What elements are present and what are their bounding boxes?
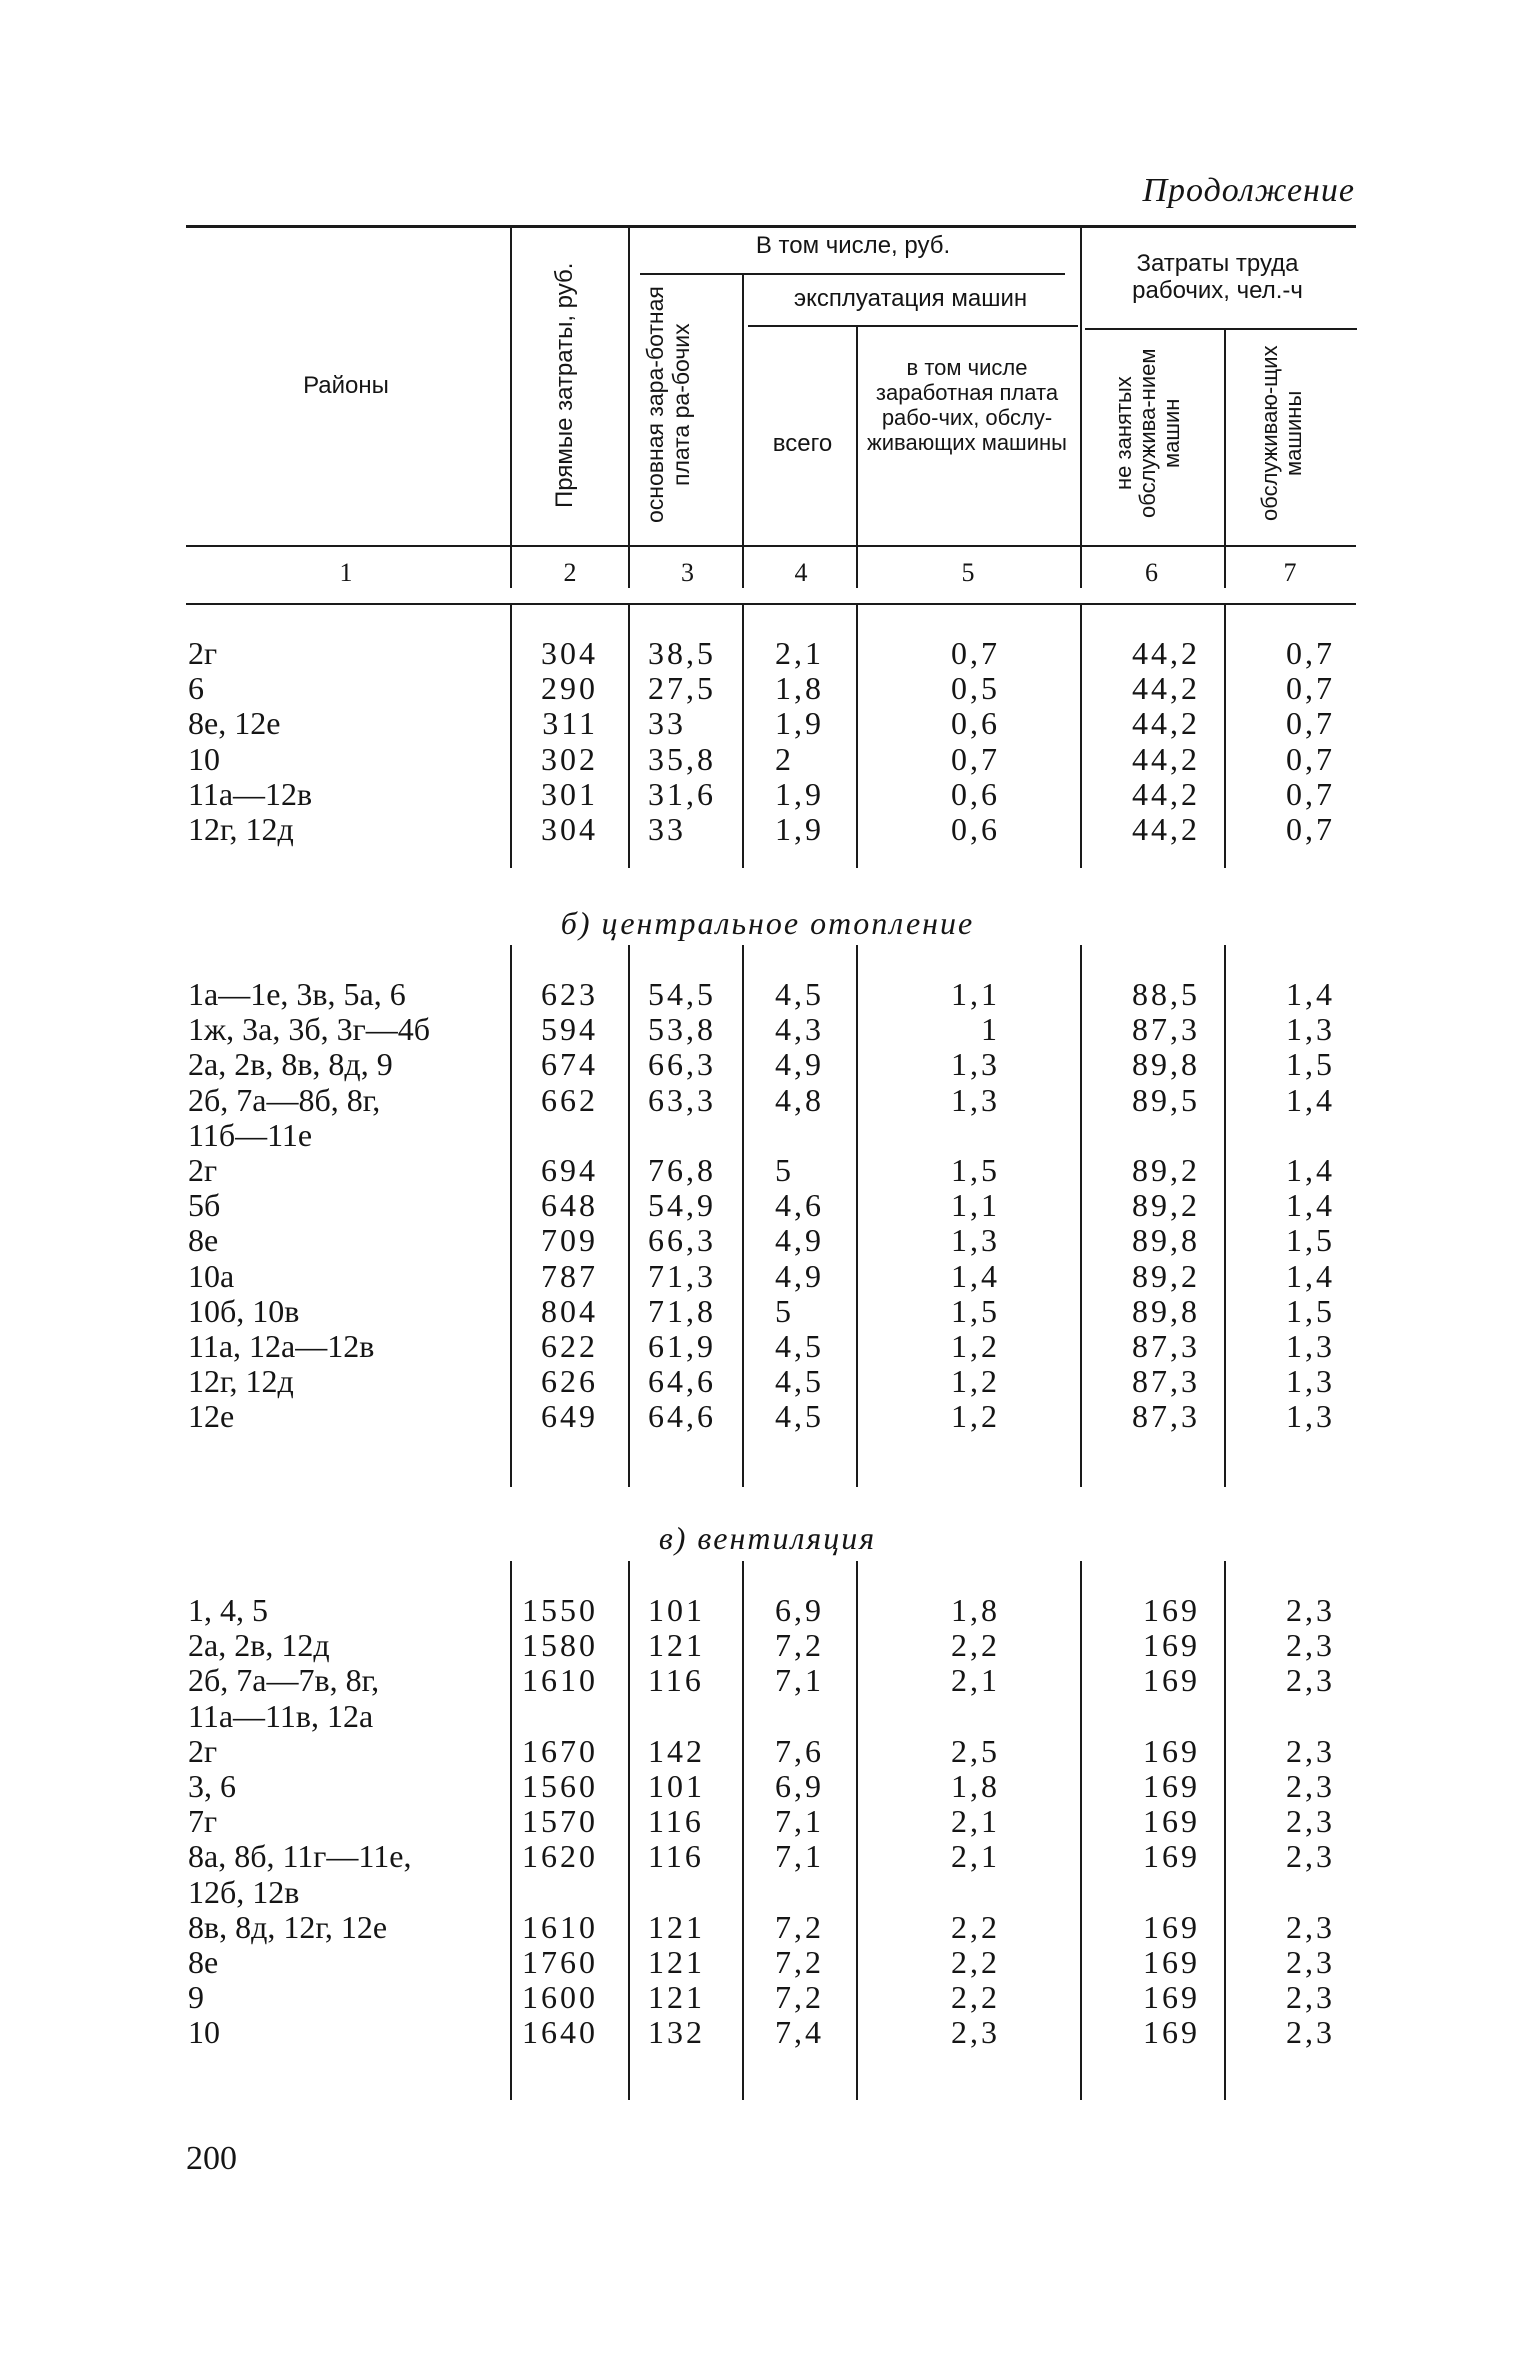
region-cell: 6 (188, 670, 204, 707)
value-cell-col-4: 1,9 (775, 811, 824, 847)
value-cell-col-6: 89,2 (1132, 1152, 1200, 1188)
value-cell-col-2: 1670 (522, 1732, 598, 1769)
value-cell-col-5: 2,1 (951, 1838, 1000, 1875)
value-cell-col-3: 76,8 (648, 1152, 716, 1188)
value-cell-col-3: 101 (648, 1592, 705, 1628)
value-cell-col-3: 121 (648, 1908, 705, 1945)
value-cell-col-7: 1,5 (1286, 1046, 1335, 1083)
value-cell-col-7: 0,7 (1286, 705, 1335, 742)
value-cell-col-2: 1610 (522, 1908, 598, 1945)
value-cell-col-3: 33 (648, 705, 686, 742)
value-cell-col-2: 1560 (522, 1768, 598, 1804)
value-cell-col-3: 61,9 (648, 1328, 716, 1364)
value-cell-col-4: 4,6 (775, 1187, 824, 1224)
value-cell-col-5: 1,3 (951, 1046, 1000, 1083)
value-cell-col-2: 290 (541, 670, 598, 707)
value-cell-col-4: 6,9 (775, 1592, 824, 1628)
value-cell-col-7: 1,4 (1286, 1152, 1335, 1188)
value-cell-col-6: 169 (1143, 1803, 1200, 1840)
value-cell-col-5: 1,3 (951, 1081, 1000, 1118)
value-cell-col-3: 116 (648, 1662, 704, 1699)
region-cell: 12г, 12д (188, 1363, 294, 1400)
region-cell: 2г (188, 1732, 218, 1769)
value-cell-col-3: 121 (648, 1944, 705, 1980)
value-cell-col-4: 7,4 (775, 2014, 824, 2051)
column-rule (742, 945, 744, 1487)
value-cell-col-6: 169 (1143, 1732, 1200, 1769)
value-cell-col-7: 1,3 (1286, 1011, 1335, 1048)
value-cell-col-6: 89,8 (1132, 1292, 1200, 1329)
value-cell-col-4: 4,8 (775, 1081, 824, 1118)
value-cell-col-2: 648 (541, 1187, 598, 1224)
value-cell-col-4: 4,3 (775, 1011, 824, 1048)
value-cell-col-2: 649 (541, 1398, 598, 1435)
value-cell-col-6: 169 (1143, 2014, 1200, 2051)
value-cell-col-6: 87,3 (1132, 1328, 1200, 1364)
value-cell-col-5: 1,1 (951, 1187, 1000, 1224)
column-rule (628, 604, 630, 868)
value-cell-col-4: 7,2 (775, 1908, 824, 1945)
value-cell-col-2: 694 (541, 1152, 598, 1188)
value-cell-col-7: 2,3 (1286, 1803, 1335, 1840)
value-cell-col-4: 2 (775, 740, 794, 777)
value-cell-col-5: 0,6 (951, 705, 1000, 742)
value-cell-col-2: 302 (541, 740, 598, 777)
header-regions: Районы (303, 372, 389, 399)
region-cell: 2г (188, 1152, 218, 1188)
region-cell: 10б, 10в (188, 1292, 300, 1329)
value-cell-col-5: 0,7 (951, 635, 1000, 671)
value-cell-col-3: 27,5 (648, 670, 716, 707)
value-cell-col-7: 2,3 (1286, 1944, 1335, 1980)
value-cell-col-4: 7,1 (775, 1838, 824, 1875)
value-cell-col-5: 1 (981, 1011, 1000, 1048)
region-cell: 12г, 12д (188, 811, 294, 847)
value-cell-col-2: 1640 (522, 2014, 598, 2051)
value-cell-col-2: 1600 (522, 1979, 598, 2016)
value-cell-col-2: 662 (541, 1081, 598, 1118)
value-cell-col-3: 54,9 (648, 1187, 716, 1224)
value-cell-col-2: 301 (541, 775, 598, 812)
col-number-3: 3 (681, 558, 694, 587)
value-cell-col-6: 44,2 (1132, 811, 1200, 847)
value-cell-col-7: 1,4 (1286, 1081, 1335, 1118)
value-cell-col-5: 0,7 (951, 740, 1000, 777)
col-number-2: 2 (563, 558, 577, 587)
value-cell-col-2: 623 (541, 976, 598, 1012)
value-cell-col-5: 1,2 (951, 1328, 1000, 1364)
value-cell-col-3: 121 (648, 1627, 705, 1664)
value-cell-col-2: 304 (541, 811, 598, 847)
region-cell: 12е (188, 1398, 235, 1435)
value-cell-col-7: 1,3 (1286, 1328, 1335, 1364)
value-cell-col-7: 1,3 (1286, 1363, 1335, 1400)
value-cell-col-4: 5 (775, 1292, 794, 1329)
value-cell-col-3: 35,8 (648, 740, 716, 777)
value-cell-col-3: 116 (648, 1803, 704, 1840)
value-cell-col-6: 169 (1143, 1627, 1200, 1664)
value-cell-col-3: 64,6 (648, 1398, 716, 1435)
value-cell-col-4: 7,1 (775, 1662, 824, 1699)
value-cell-col-5: 1,2 (951, 1398, 1000, 1435)
value-cell-col-4: 4,9 (775, 1257, 824, 1294)
value-cell-col-3: 64,6 (648, 1363, 716, 1400)
value-cell-col-3: 63,3 (648, 1081, 716, 1118)
value-cell-col-4: 7,2 (775, 1627, 824, 1664)
value-cell-col-4: 7,2 (775, 1979, 824, 2016)
col-number-1: 1 (339, 558, 353, 587)
value-cell-col-5: 0,6 (951, 775, 1000, 812)
value-cell-col-5: 1,8 (951, 1592, 1000, 1628)
value-cell-col-5: 2,3 (951, 2014, 1000, 2051)
value-cell-col-7: 0,7 (1286, 775, 1335, 812)
value-cell-col-6: 44,2 (1132, 705, 1200, 742)
value-cell-col-5: 1,2 (951, 1363, 1000, 1400)
header-not-machine: не занятых обслужива-нием машин (1111, 348, 1184, 519)
value-cell-col-4: 4,5 (775, 1328, 824, 1364)
value-cell-col-6: 169 (1143, 1768, 1200, 1804)
value-cell-col-7: 0,7 (1286, 635, 1335, 671)
header-total: всего (772, 430, 833, 457)
header-labor-costs: Затраты труда рабочих, чел.-ч (1132, 250, 1303, 304)
value-cell-col-6: 88,5 (1132, 976, 1200, 1012)
col-number-5: 5 (961, 558, 975, 587)
region-cell: 8е, 12е (188, 705, 281, 742)
value-cell-col-3: 71,8 (648, 1292, 716, 1329)
value-cell-col-4: 5 (775, 1152, 794, 1188)
value-cell-col-3: 54,5 (648, 976, 716, 1012)
value-cell-col-7: 1,5 (1286, 1292, 1335, 1329)
region-cell: 8е (188, 1222, 219, 1259)
value-cell-col-7: 2,3 (1286, 1768, 1335, 1804)
column-rule (742, 604, 744, 868)
column-rule (1224, 1561, 1226, 2100)
value-cell-col-5: 1,3 (951, 1222, 1000, 1259)
value-cell-col-7: 0,7 (1286, 670, 1335, 707)
value-cell-col-6: 169 (1143, 1944, 1200, 1980)
value-cell-col-4: 4,5 (775, 976, 824, 1012)
section-title-ventilation: в) вентиляция (658, 1520, 877, 1556)
value-cell-col-3: 142 (648, 1732, 705, 1769)
value-cell-col-3: 33 (648, 811, 686, 847)
value-cell-col-3: 101 (648, 1768, 705, 1804)
value-cell-col-2: 787 (541, 1257, 598, 1294)
header-including: В том числе, руб. (755, 232, 951, 259)
value-cell-col-2: 1580 (522, 1627, 598, 1664)
header-machine-workers: обслуживаю-щих машины (1257, 345, 1306, 522)
column-rule (1224, 945, 1226, 1487)
continuation-label: Продолжение (1142, 172, 1355, 209)
value-cell-col-4: 6,9 (775, 1768, 824, 1804)
column-rule (628, 945, 630, 1487)
value-cell-col-7: 0,7 (1286, 811, 1335, 847)
value-cell-col-2: 1610 (522, 1662, 598, 1699)
value-cell-col-6: 44,2 (1132, 670, 1200, 707)
header-machine-wage: в том числе заработная плата рабо-чих, обслу-живающих машины (867, 355, 1067, 455)
value-cell-col-7: 1,4 (1286, 1257, 1335, 1294)
value-cell-col-4: 4,5 (775, 1363, 824, 1400)
column-rule (742, 1561, 744, 2100)
value-cell-col-2: 804 (541, 1292, 598, 1329)
value-cell-col-4: 1,8 (775, 670, 824, 707)
col-number-7: 7 (1283, 558, 1297, 587)
value-cell-col-7: 2,3 (1286, 1662, 1335, 1699)
value-cell-col-2: 622 (541, 1328, 598, 1364)
value-cell-col-5: 1,4 (951, 1257, 1000, 1294)
region-cell: 7г (188, 1803, 218, 1840)
value-cell-col-3: 38,5 (648, 635, 716, 671)
region-cell: 5б (188, 1187, 221, 1224)
value-cell-col-5: 2,2 (951, 1979, 1000, 2016)
region-cell: 8в, 8д, 12г, 12е (188, 1908, 388, 1945)
value-cell-col-6: 169 (1143, 1592, 1200, 1628)
value-cell-col-7: 2,3 (1286, 1908, 1335, 1945)
region-cell: 1, 4, 5 (188, 1592, 268, 1628)
value-cell-col-6: 89,2 (1132, 1257, 1200, 1294)
value-cell-col-6: 44,2 (1132, 740, 1200, 777)
value-cell-col-6: 169 (1143, 1662, 1200, 1699)
value-cell-col-5: 2,1 (951, 1662, 1000, 1699)
value-cell-col-5: 2,2 (951, 1627, 1000, 1664)
section-title-central-heating: б) центральное отопление (560, 905, 975, 941)
value-cell-col-6: 89,5 (1132, 1081, 1200, 1118)
value-cell-col-2: 626 (541, 1363, 598, 1400)
value-cell-col-5: 2,2 (951, 1908, 1000, 1945)
value-cell-col-4: 7,2 (775, 1944, 824, 1980)
value-cell-col-2: 1760 (522, 1944, 598, 1980)
value-cell-col-5: 1,5 (951, 1292, 1000, 1329)
column-rule (1080, 1561, 1082, 2100)
value-cell-col-7: 2,3 (1286, 1838, 1335, 1875)
value-cell-col-3: 121 (648, 1979, 705, 2016)
column-rule (856, 945, 858, 1487)
value-cell-col-4: 1,9 (775, 705, 824, 742)
value-cell-col-4: 1,9 (775, 775, 824, 812)
value-cell-col-7: 2,3 (1286, 1592, 1335, 1628)
value-cell-col-7: 0,7 (1286, 740, 1335, 777)
value-cell-col-6: 169 (1143, 1908, 1200, 1945)
value-cell-col-6: 44,2 (1132, 635, 1200, 671)
value-cell-col-3: 116 (648, 1838, 704, 1875)
header-base-wage: основная зара-ботная плата ра-бочих (642, 286, 694, 524)
value-cell-col-7: 1,4 (1286, 1187, 1335, 1224)
value-cell-col-3: 53,8 (648, 1011, 716, 1048)
value-cell-col-2: 1570 (522, 1803, 598, 1840)
value-cell-col-6: 169 (1143, 1838, 1200, 1875)
region-cell: 3, 6 (188, 1768, 236, 1804)
region-cell: 10а (188, 1257, 235, 1294)
region-cell: 1ж, 3а, 3б, 3г—4б (188, 1011, 430, 1048)
value-cell-col-5: 2,2 (951, 1944, 1000, 1980)
value-cell-col-5: 2,5 (951, 1732, 1000, 1769)
value-cell-col-5: 1,5 (951, 1152, 1000, 1188)
column-rule (1080, 945, 1082, 1487)
column-rule (856, 1561, 858, 2100)
value-cell-col-4: 7,1 (775, 1803, 824, 1840)
region-cell: 2б, 7а—8б, 8г, (188, 1081, 381, 1118)
value-cell-col-4: 4,9 (775, 1046, 824, 1083)
value-cell-col-7: 2,3 (1286, 2014, 1335, 2051)
value-cell-col-5: 0,5 (951, 670, 1000, 707)
value-cell-col-6: 89,8 (1132, 1046, 1200, 1083)
value-cell-col-3: 132 (648, 2014, 705, 2051)
value-cell-col-7: 1,3 (1286, 1398, 1335, 1435)
header-direct-costs: Прямые затраты, руб. (551, 262, 578, 508)
region-cell: 9 (188, 1979, 204, 2016)
value-cell-col-6: 89,2 (1132, 1187, 1200, 1224)
value-cell-col-3: 66,3 (648, 1222, 716, 1259)
value-cell-col-7: 2,3 (1286, 1732, 1335, 1769)
value-cell-col-6: 44,2 (1132, 775, 1200, 812)
value-cell-col-3: 31,6 (648, 775, 716, 812)
region-cell: 2г (188, 635, 218, 671)
value-cell-col-5: 1,1 (951, 976, 1000, 1012)
value-cell-col-7: 1,4 (1286, 976, 1335, 1012)
region-cell: 1а—1е, 3в, 5а, 6 (188, 976, 406, 1012)
region-cell: 11а—12в (188, 775, 313, 812)
region-cell: 2б, 7а—7в, 8г, (188, 1662, 380, 1699)
region-cell: 2а, 2в, 8в, 8д, 9 (188, 1046, 393, 1083)
col-number-6: 6 (1145, 558, 1158, 587)
value-cell-col-6: 169 (1143, 1979, 1200, 2016)
region-cell: 10 (188, 2014, 220, 2051)
region-cell: 10 (188, 740, 220, 777)
value-cell-col-2: 304 (541, 635, 598, 671)
region-cell: 12б, 12в (188, 1873, 300, 1910)
value-cell-col-7: 2,3 (1286, 1627, 1335, 1664)
value-cell-col-4: 4,9 (775, 1222, 824, 1259)
column-rule (1080, 604, 1082, 868)
value-cell-col-5: 0,6 (951, 811, 1000, 847)
page-number: 200 (186, 2140, 237, 2177)
value-cell-col-7: 1,5 (1286, 1222, 1335, 1259)
value-cell-col-5: 1,8 (951, 1768, 1000, 1804)
value-cell-col-2: 674 (541, 1046, 598, 1083)
region-cell: 11а—11в, 12а (188, 1697, 374, 1734)
value-cell-col-4: 2,1 (775, 635, 824, 671)
value-cell-col-4: 7,6 (775, 1732, 824, 1769)
value-cell-col-2: 709 (541, 1222, 598, 1259)
value-cell-col-6: 87,3 (1132, 1363, 1200, 1400)
value-cell-col-6: 89,8 (1132, 1222, 1200, 1259)
region-cell: 2а, 2в, 12д (188, 1627, 330, 1664)
column-rule (628, 1561, 630, 2100)
value-cell-col-3: 71,3 (648, 1257, 716, 1294)
value-cell-col-2: 1550 (522, 1592, 598, 1628)
value-cell-col-2: 311 (542, 705, 598, 742)
header-machine-operation: эксплуатация машин (793, 285, 1028, 312)
region-cell: 8а, 8б, 11г—11е, (188, 1838, 412, 1875)
column-rule (1224, 604, 1226, 868)
value-cell-col-2: 594 (541, 1011, 598, 1048)
column-rule (856, 604, 858, 868)
value-cell-col-4: 4,5 (775, 1398, 824, 1435)
value-cell-col-6: 87,3 (1132, 1398, 1200, 1435)
value-cell-col-5: 2,1 (951, 1803, 1000, 1840)
region-cell: 11а, 12а—12в (188, 1328, 375, 1364)
value-cell-col-2: 1620 (522, 1838, 598, 1875)
col-number-4: 4 (794, 558, 808, 587)
value-cell-col-3: 66,3 (648, 1046, 716, 1083)
region-cell: 8е (188, 1944, 219, 1980)
region-cell: 11б—11е (188, 1116, 313, 1153)
value-cell-col-7: 2,3 (1286, 1979, 1335, 2016)
value-cell-col-6: 87,3 (1132, 1011, 1200, 1048)
